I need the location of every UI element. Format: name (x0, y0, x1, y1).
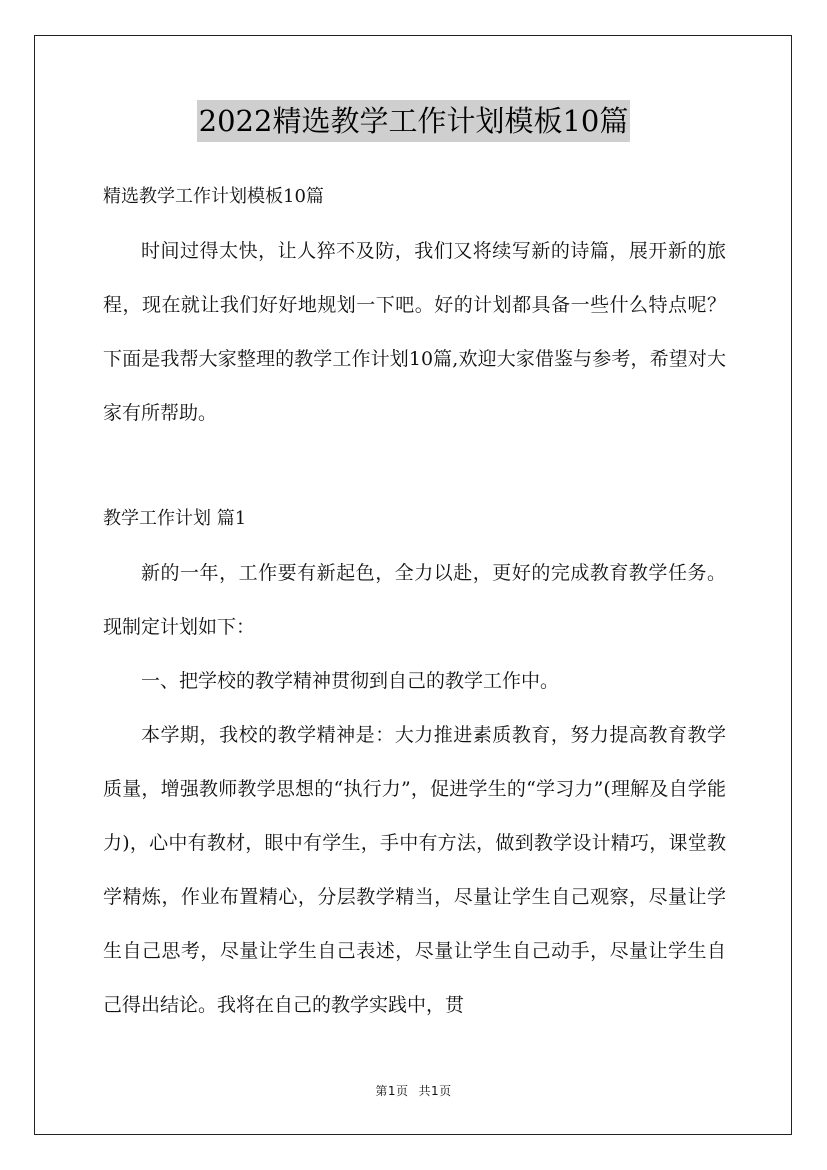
page-number-current: 第1页 (375, 1084, 409, 1098)
intro-paragraph: 时间过得太快，让人猝不及防，我们又将续写新的诗篇，展开新的旅程，现在就让我们好好地规划一下吧。好的计划都具备一些什么特点呢？下面是我帮大家整理的教学工作计划10篇,欢迎大家借鉴与参考，希望对大家有所帮助。 (103, 240, 726, 424)
section-heading: 教学工作计划 篇1 (103, 508, 247, 529)
document-body (103, 170, 726, 1032)
body-paragraph: 本学期，我校的教学精神是：大力推进素质教育，努力提高教育教学质量，增强教师教学思想的“执行力”，促进学生的“学习力”(理解及自学能力)，心中有教材，眼中有学生，手中有方法，做到教学设计精巧，课堂教学精炼，作业布置精心，分层教学精当，尽量让学生自己观察，尽量让学生自己思考，尽量让学生自己表述，尽量让学生自己动手，尽量让学生自己得出结论。我将在自己的教学实践中，贯 (103, 724, 726, 1016)
body-paragraph: 一、把学校的教学精神贯彻到自己的教学工作中。 (141, 670, 560, 692)
page-number-total: 共1页 (418, 1084, 452, 1098)
document-subtitle: 精选教学工作计划模板10篇 (103, 186, 324, 207)
document-title-block (0, 100, 827, 142)
body-paragraph: 新的一年，工作要有新起色，全力以赴，更好的完成教育教学任务。现制定计划如下： (103, 562, 726, 638)
document-title: 2022精选教学工作计划模板10篇 (197, 100, 631, 142)
page-footer (0, 1082, 827, 1099)
paragraph-spacer (103, 440, 726, 492)
